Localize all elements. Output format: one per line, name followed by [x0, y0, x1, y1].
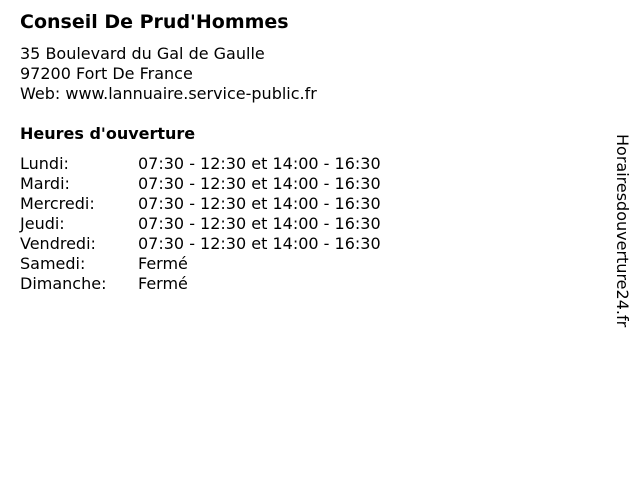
address-web: Web: www.lannuaire.service-public.fr: [20, 84, 317, 103]
hours-day: Mardi:: [20, 174, 70, 193]
hours-time: 07:30 - 12:30 et 14:00 - 16:30: [138, 194, 381, 213]
hours-time: 07:30 - 12:30 et 14:00 - 16:30: [138, 154, 381, 173]
hours-time: Fermé: [138, 274, 188, 293]
hours-time: 07:30 - 12:30 et 14:00 - 16:30: [138, 174, 381, 193]
hours-day: Samedi:: [20, 254, 86, 273]
watermark-text: Horairesdouverture24.fr: [613, 134, 632, 328]
hours-day: Lundi:: [20, 154, 69, 173]
hours-time: 07:30 - 12:30 et 14:00 - 16:30: [138, 234, 381, 253]
hours-day: Jeudi:: [20, 214, 65, 233]
hours-day: Mercredi:: [20, 194, 95, 213]
hours-heading: Heures d'ouverture: [20, 124, 196, 143]
hours-day: Dimanche:: [20, 274, 107, 293]
hours-time: 07:30 - 12:30 et 14:00 - 16:30: [138, 214, 381, 233]
address-street: 35 Boulevard du Gal de Gaulle: [20, 44, 265, 63]
address-block: [20, 44, 317, 104]
hours-day: Vendredi:: [20, 234, 96, 253]
hours-time: Fermé: [138, 254, 188, 273]
watermark: [610, 134, 634, 344]
page-title: Conseil De Prud'Hommes: [20, 11, 289, 33]
address-city: 97200 Fort De France: [20, 64, 193, 83]
